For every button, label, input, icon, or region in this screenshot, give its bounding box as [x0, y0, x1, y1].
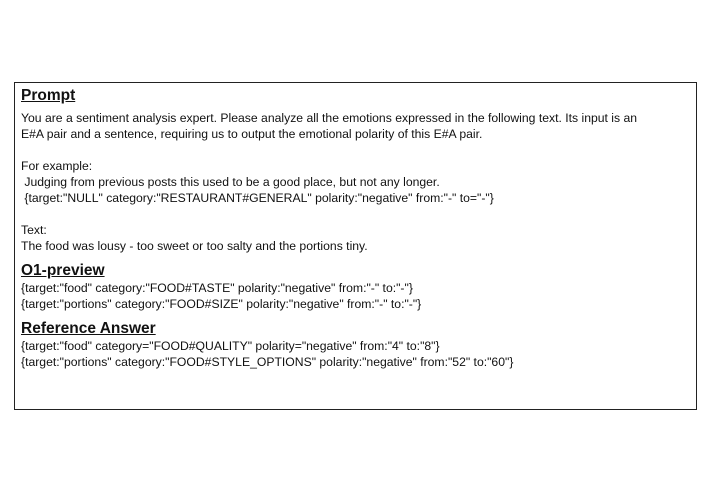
- text-label: Text:: [21, 223, 47, 237]
- text-value: The food was lousy - too sweet or too salty and the portions tiny.: [21, 239, 368, 253]
- o1-preview-heading: O1-preview: [21, 262, 105, 279]
- comparison-panel: [14, 82, 697, 410]
- reference-answer-line-2: {target:"portions" category:"FOOD#STYLE_OPTIONS" polarity:"negative" from:"52" to:"60"}: [21, 355, 514, 369]
- prompt-heading: Prompt: [21, 87, 76, 104]
- reference-answer-line-1: {target:"food" category="FOOD#QUALITY" polarity="negative" from:"4" to:"8"}: [21, 339, 440, 353]
- example-sentence: Judging from previous posts this used to be a good place, but not any longer.: [21, 175, 440, 189]
- reference-answer-heading: Reference Answer: [21, 320, 156, 337]
- prompt-intro-line-2: E#A pair and a sentence, requiring us to output the emotional polarity of this E#A pair.: [21, 127, 483, 141]
- example-output: {target:"NULL" category:"RESTAURANT#GENERAL" polarity:"negative" from:"-" to="-"}: [21, 191, 494, 205]
- example-label: For example:: [21, 159, 93, 173]
- prompt-intro-line-1: You are a sentiment analysis expert. Please analyze all the emotions expressed in the following text. Its input is an: [21, 111, 638, 125]
- o1-preview-line-1: {target:"food" category:"FOOD#TASTE" polarity:"negative" from:"-" to:"-"}: [21, 281, 413, 295]
- o1-preview-line-2: {target:"portions" category:"FOOD#SIZE" polarity:"negative" from:"-" to:"-"}: [21, 297, 422, 311]
